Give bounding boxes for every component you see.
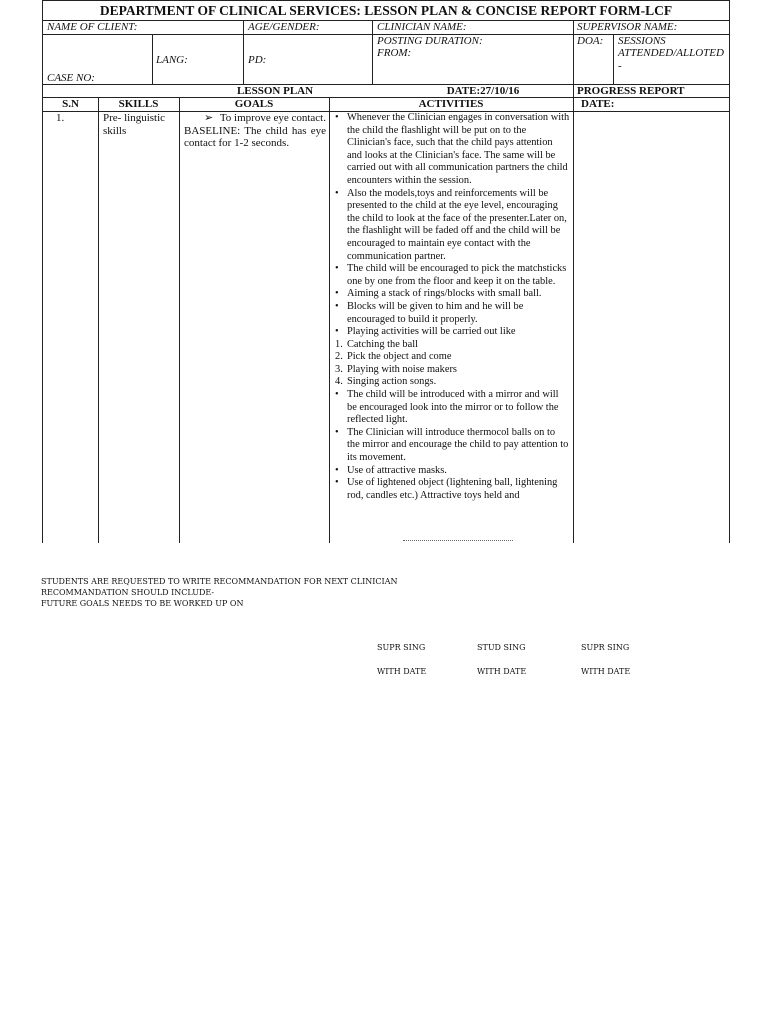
clipped-text	[403, 536, 513, 543]
pd-label: PD:	[248, 54, 267, 66]
list-number: 4.	[335, 376, 343, 388]
activity-item	[332, 477, 570, 502]
note-line: FUTURE GOALS NEEDS TO BE WORKED UP ON	[41, 599, 244, 608]
supervisor-name-label: SUPERVISOR NAME:	[577, 21, 678, 33]
recommendation-note	[41, 576, 421, 609]
row-goal	[184, 112, 326, 150]
supervisor-signature-1	[377, 642, 426, 677]
activity-item	[332, 351, 570, 364]
lesson-plan-heading: LESSON PLAN	[236, 85, 314, 97]
bullet-icon: •	[335, 263, 339, 275]
bullet-icon: •	[335, 112, 339, 123]
case-no-label: CASE NO:	[47, 72, 95, 84]
progress-date-label: DATE:	[581, 98, 615, 110]
bullet-icon: •	[335, 326, 339, 338]
activity-text: The Clinician will introduce thermocol balls on to the mirror and encourage the child to pay attention to its movement.	[347, 426, 569, 464]
divider	[573, 84, 574, 543]
signature-date-label: WITH DATE	[377, 667, 427, 676]
activity-text: The child will be introduced with a mirror and will be encouraged look into the mirror or to follow the reflected light.	[347, 389, 559, 426]
activity-text: Whenever the Clinician engages in conversation with the child the flashlight will be put on to the Clinician's face, such that the child pays attention and looks at the Clinician's face. The same will be carried out with all communication partners the child encounters within the session.	[347, 112, 570, 186]
divider	[98, 97, 99, 543]
activity-text: Use of attractive masks.	[347, 464, 447, 476]
lesson-plan-form	[42, 0, 730, 543]
activity-item	[332, 188, 570, 264]
activity-item	[332, 288, 570, 301]
bullet-icon: •	[335, 187, 339, 199]
baseline-text: BASELINE: The child has eye contact for 1-2 seconds.	[184, 124, 326, 150]
divider	[243, 20, 244, 84]
activity-text: Blocks will be given to him and he will be encouraged to build it properly.	[347, 300, 524, 325]
bullet-icon: •	[335, 300, 339, 312]
signature-date-label: WITH DATE	[477, 667, 527, 676]
activity-text: Use of lightened object (lightening ball, lightening rod, candles etc.) Attractive toys held and	[347, 477, 558, 501]
activity-item	[332, 376, 570, 389]
activity-text: The child will be encouraged to pick the matchsticks one by one from the floor and keep it on the table.	[347, 263, 567, 287]
column-header-sn: S.N	[62, 98, 79, 110]
row-sn: 1.	[56, 112, 65, 124]
activity-item	[332, 326, 570, 339]
posting-duration-label: POSTING DURATION:	[377, 35, 483, 47]
activity-item	[332, 364, 570, 377]
divider	[372, 20, 373, 84]
signature-label: SUPR SING	[377, 643, 426, 652]
activity-text: Catching the ball	[347, 338, 418, 350]
signature-label: SUPR SING	[581, 643, 630, 652]
doa-label: DOA:	[577, 35, 604, 47]
goal-text: To improve eye contact.	[219, 112, 326, 124]
bullet-icon: •	[335, 464, 339, 476]
list-number: 1.	[335, 338, 343, 350]
column-header-skills: SKILLS	[118, 98, 159, 110]
supervisor-signature-2	[581, 642, 630, 677]
lesson-date: DATE:27/10/16	[446, 85, 520, 97]
divider	[613, 34, 614, 84]
column-header-goals: GOALS	[234, 98, 274, 110]
sessions-label: SESSIONS ATTENDED/ALLOTED	[618, 35, 724, 59]
column-header-activities: ACTIVITIES	[418, 98, 484, 110]
note-line: RECOMMANDATION SHOULD INCLUDE-	[41, 588, 215, 597]
progress-report-heading: PROGRESS REPORT	[577, 85, 685, 97]
activity-text: Playing activities will be carried out like	[347, 326, 516, 338]
arrow-bullet-icon: ➢	[204, 112, 214, 124]
divider	[152, 34, 153, 84]
activity-item	[332, 301, 570, 326]
activity-item	[332, 389, 570, 427]
sessions-value: -	[618, 60, 622, 72]
activity-text: Singing action songs.	[347, 376, 437, 388]
from-label: FROM:	[377, 47, 412, 59]
note-line: STUDENTS ARE REQUESTED TO WRITE RECOMMANDATION FOR NEXT CLINICIAN	[41, 577, 398, 586]
activity-text: Aiming a stack of rings/blocks with small ball.	[347, 288, 542, 300]
activity-item	[332, 465, 570, 478]
student-signature	[477, 642, 526, 677]
bullet-icon: •	[335, 389, 339, 401]
list-number: 3.	[335, 363, 343, 375]
signature-date-label: WITH DATE	[581, 667, 631, 676]
row-skill: Pre- linguistic skills	[103, 112, 166, 137]
activity-text: Pick the object and come	[347, 351, 452, 363]
activity-text: Playing with noise makers	[347, 363, 457, 375]
activity-item	[332, 263, 570, 288]
list-number: 2.	[335, 351, 343, 363]
divider	[573, 20, 574, 84]
bullet-icon: •	[335, 288, 339, 300]
activity-text: Also the models,toys and reinforcements will be presented to the child at the eye level, encouraging the child to look at the face of the presenter.Later on, the flashlight will be faded off and the child will be encouraged to maintain eye contact with the communication partner.	[347, 187, 567, 262]
age-gender-label: AGE/GENDER:	[248, 21, 320, 33]
signature-label: STUD SING	[477, 643, 526, 652]
name-of-client-label: NAME OF CLIENT:	[47, 21, 138, 33]
bullet-icon: •	[335, 477, 339, 489]
activities-cell	[332, 112, 570, 502]
lang-label: LANG:	[156, 54, 188, 66]
activity-item	[332, 112, 570, 188]
divider	[179, 97, 180, 543]
clinician-name-label: CLINICIAN NAME:	[377, 21, 467, 33]
divider	[329, 97, 330, 543]
activities-list	[332, 112, 570, 502]
activity-item	[332, 427, 570, 465]
activity-item	[332, 339, 570, 352]
bullet-icon: •	[335, 426, 339, 438]
form-title: DEPARTMENT OF CLINICAL SERVICES: LESSON PLAN & CONCISE REPORT FORM-LCF	[99, 3, 673, 18]
